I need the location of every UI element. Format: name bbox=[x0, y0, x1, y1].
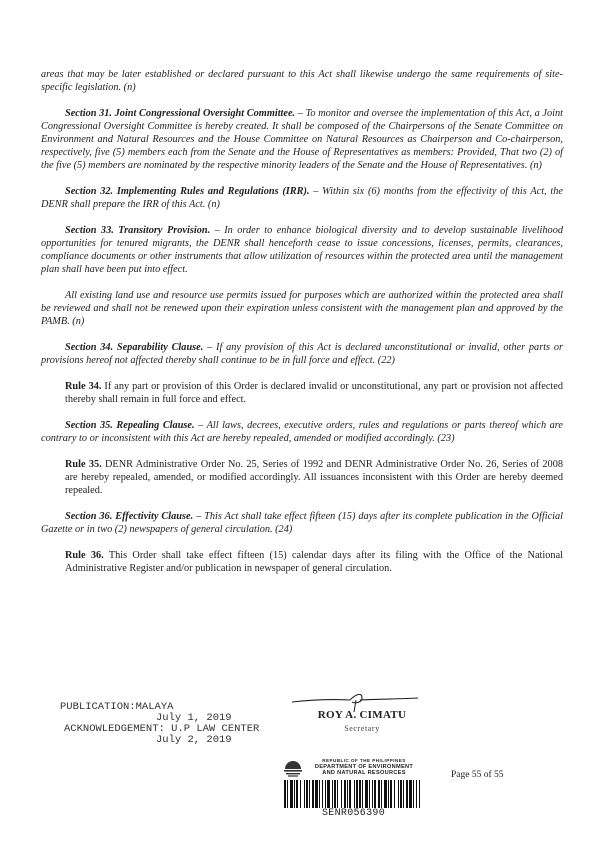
signatory-title: Secretary bbox=[344, 724, 380, 733]
barcode-bar bbox=[287, 780, 288, 808]
barcode-bar bbox=[416, 780, 417, 808]
paragraph-text: areas that may be later established or declared pursuant to this Act shall likewise undergo the same requirements of site-specific legislation. (n) bbox=[41, 69, 563, 93]
section-32-paragraph bbox=[41, 185, 563, 211]
section-34-text: – If any provision of this Act is declared unconstitutional or invalid, other parts or provisions hereof not affected thereby shall continue to be in full force and effect. (22) bbox=[41, 342, 563, 366]
section-35-text: – All laws, decrees, executive orders, rules and regulations or parts thereof which are contrary to or inconsistent with this Act are hereby repealed, amended or modified accordingly. (23) bbox=[41, 420, 563, 444]
barcode-bar bbox=[354, 780, 355, 808]
barcode-bar bbox=[394, 780, 395, 808]
barcode-bar bbox=[296, 780, 298, 808]
section-31-paragraph bbox=[41, 107, 563, 172]
section-33-second-paragraph bbox=[41, 289, 563, 328]
section-32-title: Section 32. Implementing Rules and Regulations (IRR). bbox=[65, 186, 310, 197]
paragraph-continuation bbox=[41, 68, 563, 94]
section-34-paragraph bbox=[41, 341, 563, 367]
barcode-bar bbox=[325, 780, 326, 808]
barcode-bar bbox=[381, 780, 382, 808]
barcode-bar bbox=[403, 780, 404, 808]
barcode-bar bbox=[294, 780, 295, 808]
section-33-title: Section 33. Transitory Provision. bbox=[65, 225, 211, 236]
acknowledgement-line: ACKNOWLEDGEMENT: U.P LAW CENTER bbox=[64, 723, 260, 735]
section-36-paragraph bbox=[41, 510, 563, 536]
barcode-bar bbox=[334, 780, 336, 808]
barcode-bar bbox=[398, 780, 399, 808]
rule-36-paragraph bbox=[65, 549, 563, 575]
barcode-bar bbox=[413, 780, 414, 808]
rule-36-title: Rule 36. bbox=[65, 550, 104, 561]
section-36-text: – This Act shall take effect fifteen (15) days after its complete publication in the Official Gazette or in two (2) newspapers of general circulation. (24) bbox=[41, 511, 564, 535]
publication-stamp bbox=[60, 702, 259, 746]
barcode-bar bbox=[356, 780, 358, 808]
rule-34-paragraph bbox=[65, 380, 563, 406]
barcode-bar bbox=[419, 780, 420, 808]
barcode-bar bbox=[304, 780, 305, 808]
barcode-bar bbox=[359, 780, 361, 808]
barcode-bar bbox=[388, 780, 389, 808]
barcode-bar bbox=[312, 780, 314, 808]
section-33-paragraph bbox=[41, 224, 563, 276]
barcode-bar bbox=[322, 780, 323, 808]
barcode-bar bbox=[284, 780, 286, 808]
barcode-bar bbox=[365, 780, 368, 808]
agency-line-2: DEPARTMENT OF ENVIRONMENT bbox=[314, 764, 414, 770]
section-36-title: Section 36. Effectivity Clause. bbox=[65, 511, 194, 522]
barcode-number: SENR056390 bbox=[322, 808, 386, 819]
publication-date: July 1, 2019 bbox=[156, 712, 232, 724]
signatory-name: ROY A. CIMATU bbox=[317, 709, 407, 721]
barcode-bar bbox=[341, 780, 342, 808]
barcode-bar bbox=[372, 780, 373, 808]
paragraph-text: All existing land use and resource use permits issued for purposes which are authorized within the protected area shall be reviewed and shall not be renewed upon their expiration unless consistent with the management plan and approved by the PAMB. (n) bbox=[41, 290, 563, 327]
barcode-bar bbox=[290, 780, 293, 808]
barcode-bar bbox=[319, 780, 320, 808]
rule-34-title: Rule 34. bbox=[65, 381, 102, 392]
barcode-bar bbox=[378, 780, 380, 808]
barcode-bar bbox=[309, 780, 310, 808]
agency-line-1: REPUBLIC OF THE PHILIPPINES bbox=[322, 758, 406, 763]
acknowledgement-date: July 2, 2019 bbox=[156, 734, 232, 746]
barcode-bar bbox=[409, 780, 412, 808]
barcode-bar bbox=[344, 780, 346, 808]
section-31-text: – To monitor and oversee the implementation of this Act, a Joint Congressional Oversight Committee is hereby created. It shall be composed of the Chairpersons of the Senate Committee on Environment and Natural Resources and the House Committee on Natural Resources as Chairperson and Co-chairperson, respectively, five (5) members each from the Senate and the House of Representatives as members: Provided, That two (2) of the five (5) members are nominated by the respective minority leaders of the Senate and the House of Representatives. (n) bbox=[41, 108, 564, 171]
document-body bbox=[41, 68, 563, 588]
rule-34-text: If any part or provision of this Order is declared invalid or unconstitutional, any part or provision not affected thereby shall remain in full force and effect. bbox=[65, 381, 563, 405]
barcode-bar bbox=[374, 780, 376, 808]
page-number: Page 55 of 55 bbox=[451, 770, 504, 780]
rule-35-paragraph bbox=[65, 458, 563, 497]
section-33-text: – In order to enhance biological diversity and to develop sustainable livelihood opportunities for tenured migrants, the DENR shall henceforth cease to issue concessions, licenses, permits, clearances, compliance documents or other instruments that allow utilization of resources within the protected area until the management plan shall have been put into effect. bbox=[41, 225, 563, 275]
signature-block bbox=[280, 690, 430, 740]
section-31-title: Section 31. Joint Congressional Oversight Committee. bbox=[65, 108, 296, 119]
barcode-bar bbox=[369, 780, 370, 808]
barcode-bar bbox=[384, 780, 387, 808]
barcode-bar bbox=[300, 780, 301, 808]
barcode-bar bbox=[332, 780, 333, 808]
barcode-bar bbox=[347, 780, 348, 808]
barcode-bar bbox=[362, 780, 363, 808]
section-35-title: Section 35. Repealing Clause. bbox=[65, 420, 195, 431]
barcode-bar bbox=[349, 780, 351, 808]
barcode-bar bbox=[327, 780, 330, 808]
publication-line: PUBLICATION:MALAYA bbox=[60, 701, 174, 713]
rule-35-text: DENR Administrative Order No. 25, Series of 1992 and DENR Administrative Order No. 26, Series of 2008 are hereby repealed, amended, or modified accordingly. All issuances inconsistent with this Order are hereby deemed repealed. bbox=[65, 459, 563, 496]
denr-logo-icon bbox=[284, 761, 302, 777]
barcode-bar bbox=[306, 780, 308, 808]
barcode bbox=[284, 780, 420, 808]
barcode-bar bbox=[390, 780, 392, 808]
section-35-paragraph bbox=[41, 419, 563, 445]
section-34-title: Section 34. Separability Clause. bbox=[65, 342, 204, 353]
barcode-bar bbox=[406, 780, 408, 808]
agency-name bbox=[304, 758, 424, 776]
section-32-text: – Within six (6) months from the effectivity of this Act, the DENR shall prepare the IRR of this Act. (n) bbox=[41, 186, 563, 210]
barcode-bar bbox=[400, 780, 402, 808]
barcode-bar bbox=[337, 780, 338, 808]
rule-35-title: Rule 35. bbox=[65, 459, 102, 470]
agency-line-3: AND NATURAL RESOURCES bbox=[322, 770, 406, 776]
rule-36-text: This Order shall take effect fifteen (15) calendar days after its filing with the Office of the National Administrative Register and/or publication in newspaper of general circulation. bbox=[65, 550, 563, 574]
barcode-bar bbox=[315, 780, 318, 808]
